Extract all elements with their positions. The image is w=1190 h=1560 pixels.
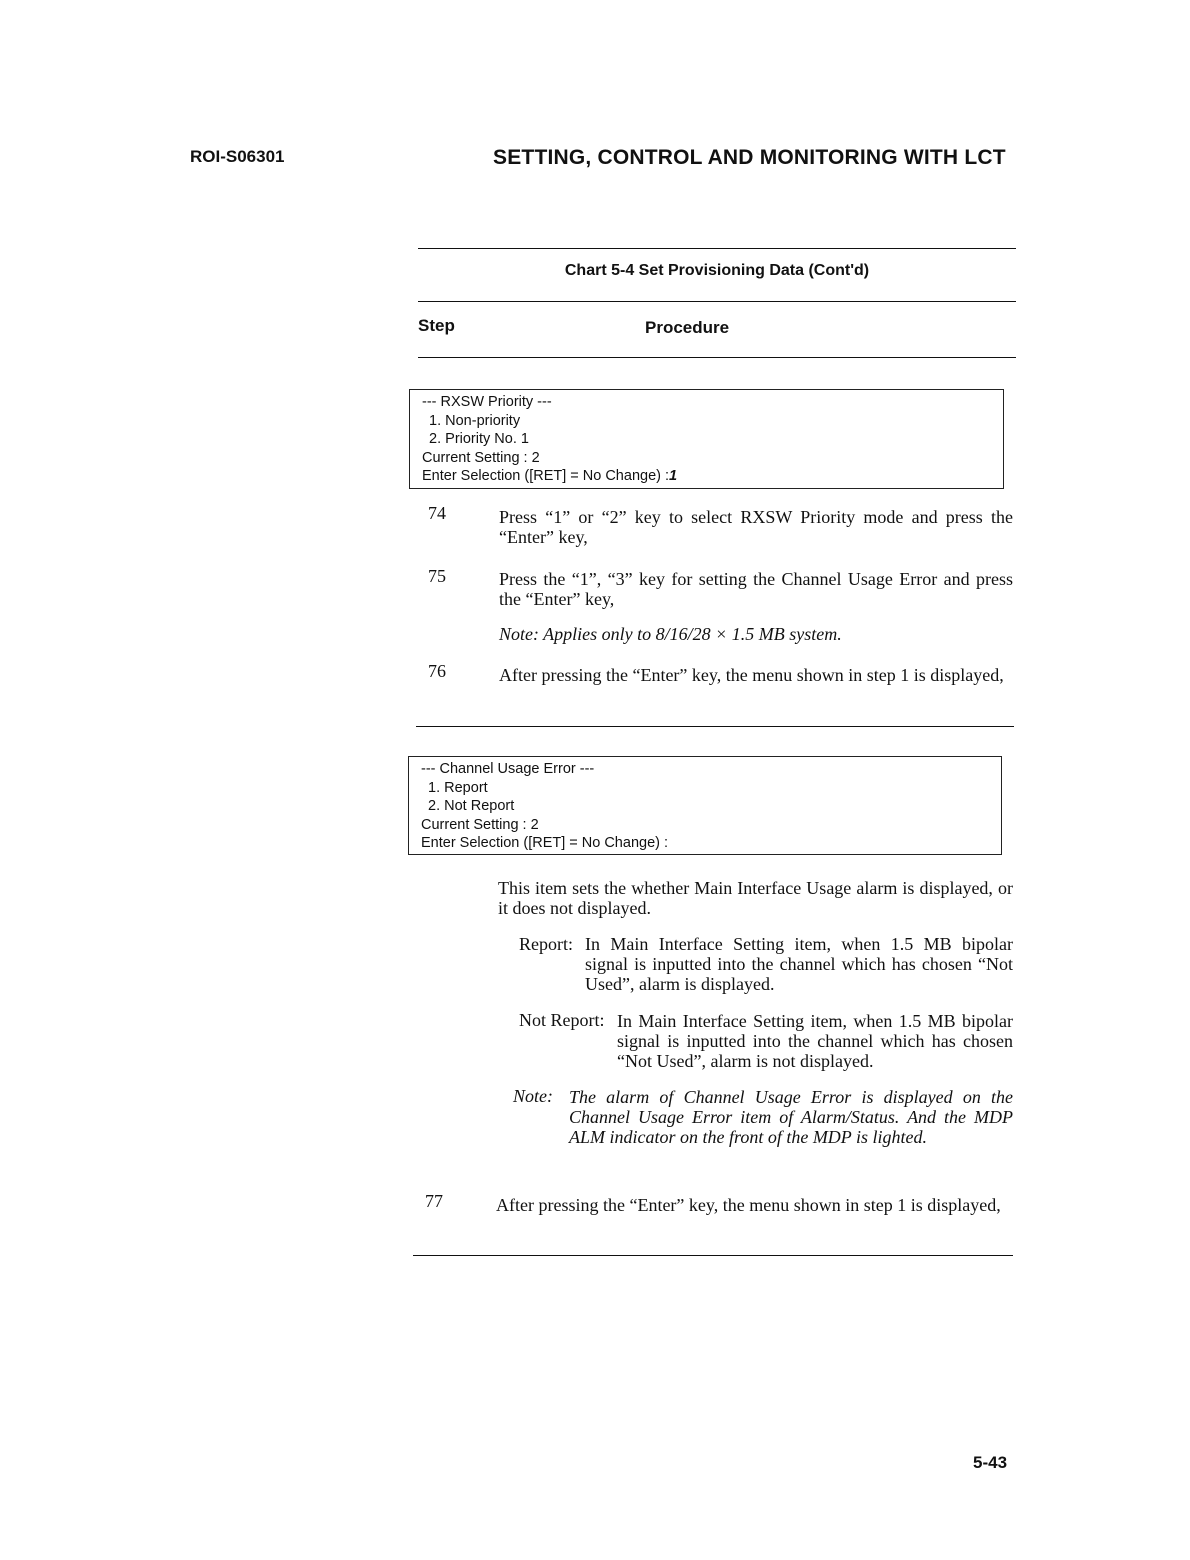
note-text: The alarm of Channel Usage Error is displayed on the Channel Usage Error item of Alarm/Status. And the MDP ALM indicator on the front of the MDP is lighted. [569, 1087, 1013, 1147]
section-rule [416, 726, 1014, 727]
step-text: Press the “1”, “3” key for setting the Channel Usage Error and press the “Enter” key, [499, 569, 1013, 609]
report-label: Report: [519, 934, 573, 954]
not-report-text: In Main Interface Setting item, when 1.5 MB bipolar signal is inputted into the channel which has chosen “Not Used”, alarm is not displayed. [617, 1011, 1013, 1071]
screen-line: 2. Priority No. 1 [425, 431, 529, 447]
step-text: After pressing the “Enter” key, the menu shown in step 1 is displayed, [499, 665, 1004, 685]
chart-bottom-rule [413, 1255, 1013, 1256]
step-number: 75 [428, 566, 446, 586]
screen-prompt-line [422, 467, 1003, 486]
column-header-procedure: Procedure [645, 318, 730, 337]
report-text: In Main Interface Setting item, when 1.5 MB bipolar signal is inputted into the channel which has chosen “Not Used”, alarm is displayed. [585, 934, 1013, 994]
screen-line: --- Channel Usage Error --- [421, 761, 595, 777]
page-number: 5-43 [973, 1453, 1008, 1472]
screen-prompt: Enter Selection ([RET] = No Change) : [421, 835, 669, 851]
chart-top-rule [418, 248, 1016, 249]
step-text: Press “1” or “2” key to select RXSW Priority mode and press the “Enter” key, [499, 507, 1013, 547]
screen-line: 1. Report [424, 779, 488, 796]
lct-screen-rxsw-priority [409, 389, 1004, 489]
screen-line: 1. Non-priority [425, 412, 521, 429]
step-number: 77 [425, 1191, 443, 1211]
screen-line: Current Setting : 2 [421, 816, 539, 833]
not-report-label: Not Report: [519, 1010, 605, 1030]
screen-line: Current Setting : 2 [422, 449, 540, 466]
screen-line: --- RXSW Priority --- [422, 394, 552, 410]
lct-screen-channel-usage-error [408, 756, 1002, 855]
column-header-step: Step [418, 316, 455, 335]
step-number: 76 [428, 661, 446, 681]
chart-title-rule [418, 301, 1016, 302]
chart-title: Chart 5-4 Set Provisioning Data (Cont'd) [564, 262, 870, 279]
step-note: Note: Applies only to 8/16/28 × 1.5 MB system. [499, 624, 842, 644]
step-text: After pressing the “Enter” key, the menu shown in step 1 is displayed, [496, 1195, 1001, 1215]
step-number: 74 [428, 503, 446, 523]
column-header-rule [418, 357, 1016, 358]
page-title: SETTING, CONTROL AND MONITORING WITH LCT [493, 146, 1006, 169]
screen-line: 2. Not Report [424, 798, 515, 814]
description-intro: This item sets the whether Main Interface Usage alarm is displayed, or it does not displayed. [498, 878, 1013, 918]
screen-prompt: Enter Selection ([RET] = No Change) : [422, 468, 670, 484]
screen-input-value: 1 [669, 468, 678, 484]
note-label: Note: [513, 1086, 553, 1106]
document-code: ROI-S06301 [190, 147, 285, 166]
